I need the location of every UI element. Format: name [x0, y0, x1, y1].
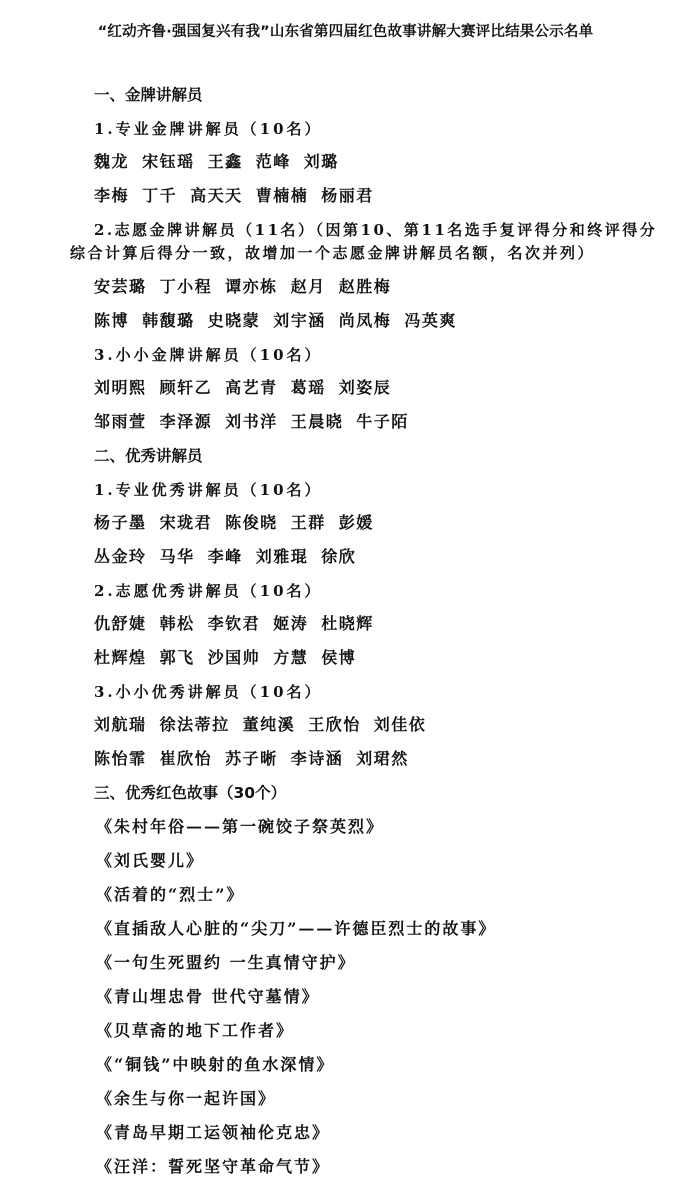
story-title: 《朱村年俗——第一碗饺子祭英烈》: [96, 817, 385, 836]
story-title: 《青山埋忠骨 世代守墓情》: [96, 987, 320, 1006]
story-title: 《贝草斋的地下工作者》: [96, 1021, 295, 1040]
name-line: 杜辉煌 郭飞 沙国帅 方慧 侯博: [94, 648, 357, 667]
name-line: 丛金玲 马华 李峰 刘雅琨 徐欣: [94, 547, 357, 566]
group-heading-professional-gold: 1.专业金牌讲解员（10名）: [94, 120, 323, 138]
section-heading: 一、金牌讲解员: [94, 86, 203, 104]
story-title: 《“铜钱”中映射的鱼水深情》: [96, 1055, 335, 1074]
story-title: 《刘氏婴儿》: [96, 851, 205, 870]
name-line: 刘航瑞 徐法蒂拉 董纯溪 王欣怡 刘佳依: [94, 715, 427, 734]
group-heading-professional-excellent: 1.专业优秀讲解员（10名）: [94, 481, 323, 499]
story-title: 《汪洋：誓死坚守革命气节》: [96, 1157, 331, 1176]
name-line: 陈博 韩馥璐 史晓蒙 刘宇涵 尚凤梅 冯英爽: [94, 311, 457, 330]
name-line: 仇舒婕 韩松 李钦君 姬涛 杜晓辉: [94, 614, 374, 633]
name-line: 陈怡霏 崔欣怡 苏子晰 李诗涵 刘珺然: [94, 749, 409, 768]
name-line: 李梅 丁千 高天天 曹楠楠 杨丽君: [94, 186, 374, 205]
name-line: 刘明熙 顾轩乙 高艺青 葛瑶 刘姿辰: [94, 378, 392, 397]
story-title: 《活着的“烈士”》: [96, 885, 245, 904]
section-excellent-guides: [0, 445, 691, 782]
group-heading-junior-excellent: 3.小小优秀讲解员（10名）: [94, 683, 323, 701]
group-heading-junior-gold: 3.小小金牌讲解员（10名）: [94, 346, 323, 364]
document-body: [0, 84, 691, 1190]
story-title: 《余生与你一起许国》: [96, 1089, 277, 1108]
section-red-stories: [0, 782, 691, 1190]
section-gold-guides: [0, 84, 691, 445]
section-heading: 三、优秀红色故事（30个）: [94, 784, 287, 802]
name-line: 安芸璐 丁小程 谭亦栋 赵月 赵胜梅: [94, 277, 392, 296]
name-line: 邹雨萱 李泽源 刘书洋 王晨晓 牛子陌: [94, 412, 409, 431]
name-line: 杨子墨 宋珑君 陈俊晓 王群 彭媛: [94, 513, 374, 532]
group-heading-volunteer-excellent: 2.志愿优秀讲解员（10名）: [94, 582, 323, 600]
name-line: 魏龙 宋钰瑶 王鑫 范峰 刘璐: [94, 152, 339, 171]
story-title: 《一句生死盟约 一生真情守护》: [96, 953, 356, 972]
page-title: “红动齐鲁·强国复兴有我”山东省第四届红色故事讲解大赛评比结果公示名单: [97, 24, 594, 40]
section-heading: 二、优秀讲解员: [94, 447, 203, 465]
group-heading-volunteer-gold: 2.志愿金牌讲解员（11名）（因第10、第11名选手复评得分和终评得分综合计算后得分一致，故增加一个志愿金牌讲解员名额，名次并列）: [70, 221, 658, 262]
story-title: 《青岛早期工运领袖伦克忠》: [96, 1123, 331, 1142]
story-title: 《直插敌人心脏的“尖刀”——许德臣烈士的故事》: [96, 919, 497, 938]
